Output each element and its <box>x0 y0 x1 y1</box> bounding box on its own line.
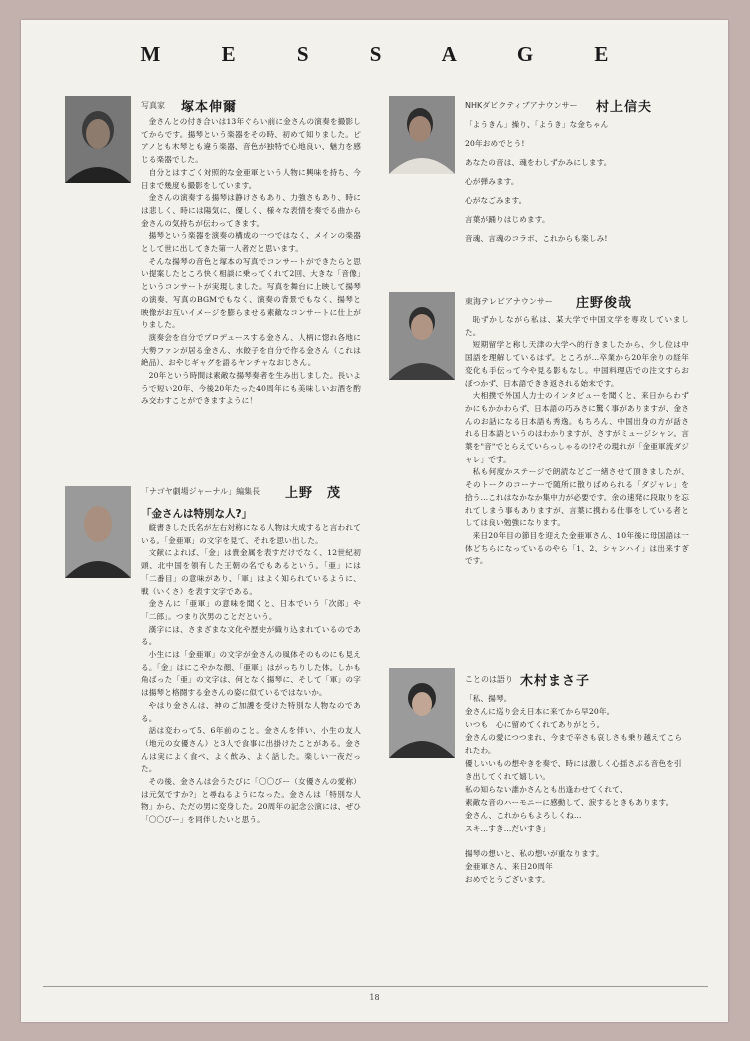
message-entry-kimura <box>389 668 689 928</box>
paragraph: 金さんの演奏する揚琴は静けさもあり、力強さもあり、時には悲しく、時には陽気に、優しく、様々な表情を奏でる曲から金さんの気持ちが伝わってきます。 <box>141 193 361 228</box>
paragraph: 短期留学と称し天津の大学へ的行きましたから、少し位は中国語を理解しているはず。ところが…卒業から20年余りの経年変化も手伝って今や見る影もなし。中国料理店での注文すらおぼつかず、日本語できき返される始末です。 <box>465 340 689 388</box>
author-role: 東海テレビアナウンサー <box>465 297 553 306</box>
portrait-photo <box>65 96 131 183</box>
message-line: 金さんに巡り会え日本に来てから早20年。 <box>465 707 615 716</box>
paragraph: 文献によれば、「金」は貴金属を表すだけでなく、12世紀初頭、北中国を領有した王朝の名でもあるという。「亜」には「二番目」の意味があり、「軍」はよく知られているように、戦（いくさ）を表す文字である。 <box>141 548 361 596</box>
paragraph: 小生には「金亜軍」の文字が金さんの風体そのものにも見える。「金」はにこやかな顔、「亜軍」はがっちりした体。しかも角ばった「亜」の文字は、何となく揚琴に、そして「軍」の字は揚琴と格闘する金さんの姿に似ているではないか。 <box>141 650 361 698</box>
message-body <box>465 692 689 886</box>
paragraph: 恥ずかしながら私は、某大学で中国文学を専攻していました。 <box>465 315 689 337</box>
message-entry-shono <box>389 292 689 662</box>
portrait-photo <box>389 292 455 380</box>
paragraph: 金さんとの付き合いは13年ぐらい前に金さんの演奏を撮影してからです。揚琴という楽器をその時、初めて知りました。ピアノとも木琴とも違う楽器、音色が独特で心地良い、魅力を感じる楽器でした。 <box>141 117 361 165</box>
page-title: M E S S A G E <box>140 42 637 66</box>
message-body <box>465 314 689 568</box>
message-body <box>141 116 361 408</box>
message-line: 「私、揚琴。 <box>465 694 512 703</box>
portrait-photo <box>65 486 131 578</box>
paragraph: 漢字には、さまざまな文化や歴史が織り込まれているのである。 <box>141 624 361 647</box>
footer-divider <box>43 986 708 987</box>
message-line: おめでとうございます。 <box>465 875 550 884</box>
message-line: 20年おめでとう! <box>465 139 525 148</box>
message-line: 素敵な音のハーモニーに感動して、涙するときもあります。 <box>465 798 674 807</box>
message-body <box>465 118 685 245</box>
author-name: 塚本伸爾 <box>181 100 238 115</box>
message-body <box>141 522 361 827</box>
message-line: 金亜軍さん、来日20周年 <box>465 862 553 871</box>
paragraph: 大相撲で外国人力士のインタビューを聞くと、来日からわずかにもかかわらず、日本語の巧みさに驚く事がありますが、金さんのお話になる日本語も秀逸。もちろん、中国出身の方が話される日本語というのはわかりますが、さすがミュージシャン。言葉を"音"でとらえていらっしゃるの!?その現れが「金亜軍流ダジャレ」です。 <box>465 391 689 464</box>
paragraph: 来日20年目の節目を迎えた金亜軍さん、10年後に母国語は一体どちらになっているのやら「1、2、シャンハイ」は出来すぎです。 <box>465 530 689 566</box>
message-line: いつも 心に留めてくれてありがとう。 <box>465 720 605 729</box>
paragraph: 自分とはすごく対照的な金亜軍という人物に興味を持ち、今日まで幾度も撮影をしています。 <box>141 167 361 190</box>
message-line: 揚琴の想いと、私の想いが重なります。 <box>465 849 604 858</box>
author-name: 上野 茂 <box>285 486 342 501</box>
author-role: 写真家 <box>141 101 165 110</box>
paragraph: 20年という時間は素敵な揚琴奏者を生み出しました。長いようで短い20年、今後20年たった40周年にも美味しいお酒を酌み交わすことができますように！ <box>141 371 361 406</box>
page <box>21 20 728 1022</box>
paragraph: 縦書きした氏名が左右対称になる人物は大成すると言われている。「金亜軍」の文字を見て、それを思い出した。 <box>141 523 361 545</box>
author-role: ことのは語り <box>465 675 513 684</box>
message-line: 言葉が踊りはじめます。 <box>465 215 550 224</box>
message-line: 音魂、言魂のコラボ、これからも楽しみ! <box>465 234 608 243</box>
message-line: 優しいいもの想やきを奏で、時には激しく心揺さぶる音色を引き出してくれて嬉しい。 <box>465 759 682 781</box>
message-line: あなたの音は、魂をわしずかみにします。 <box>465 158 612 167</box>
message-entry-murakami <box>389 96 689 286</box>
message-line: 私の知らない誰かさんとも出逢わせてくれて、 <box>465 785 628 794</box>
page-number: 18 <box>369 993 380 1002</box>
author-name: 庄野俊哉 <box>576 296 633 311</box>
message-line: 金さんの愛につつまれ、今まで辛さも哀しさも乗り越えてこられたわ。 <box>465 733 683 755</box>
message-line: 金さん、これからもよろしくね… <box>465 811 582 820</box>
paragraph: 演奏会を自分でプロデュースする金さん、人柄に惚れ各地に大勢ファンが居る金さん、水餃子を自分で作る金さん（これは絶品）、おやじギャグを語るヤンチャなおじさん。 <box>141 332 361 368</box>
message-line: 心がなごみます。 <box>465 196 527 205</box>
author-role: 「ナゴヤ劇場ジャーナル」編集長 <box>141 487 261 496</box>
author-role: NHKダビクティブアナウンサー <box>465 101 578 110</box>
paragraph: 話は変わって5、6年前のこと。金さんを伴い、小生の友人（地元の女優さん）と3人で食事に出掛けたことがある。金さんは実によく食べ、よく飲み、よく話した。楽しい一夜だった。 <box>141 726 361 774</box>
paragraph: その後、金さんは会うたびに「〇〇びー（女優さんの愛称）は元気ですか?」と尋ねるようになった。金さんは「特別な人物」から、ただの男に変身した。20周年の記念公演には、ぜひ「〇〇びー」を同伴したいと思う。 <box>141 777 361 825</box>
paragraph: やはり金さんは、神のご加護を受けた特別な人物なのである。 <box>141 700 361 723</box>
message-line: スキ…すき…だいすき」 <box>465 824 551 833</box>
portrait-photo <box>389 668 455 758</box>
message-line: 「ようきん」操り、「ようき」な金ちゃん <box>465 120 609 129</box>
message-entry-ueno <box>65 482 365 932</box>
paragraph: 金さんに「亜軍」の意味を聞くと、日本でいう「次郎」や「二郎」。つまり次男のことだという。 <box>141 599 361 621</box>
paragraph: 揚琴という楽器を演奏の構成の一つではなく、メインの楽器として世に出してきた第一人者だと思います。 <box>141 231 361 254</box>
paragraph: そんな揚琴の音色と塚本の写真でコンサートができたらと思い提案したところ快く相談に乗ってくれて2回、大きな「音像」というコンサートが実現しました。写真を舞台に上映して揚琴の演奏、写真のBGMでもなく、演奏の背景でもなく、揚琴と映像がお互いイメージを膨らませる素敵なコンサートに仕上がりました。 <box>141 256 361 330</box>
author-name: 村上信夫 <box>596 100 653 115</box>
message-headline: 「金さんは特別な人?」 <box>141 508 253 520</box>
message-entry-tsukamoto <box>65 96 365 466</box>
author-name: 木村まさ子 <box>520 674 591 689</box>
portrait-photo <box>389 96 455 174</box>
message-line: 心が弾みます。 <box>465 177 519 186</box>
paragraph: 私も何度かステージで朗読などご一緒させて頂きましたが、そのトークのコーナーで随所に散りばめられる「ダジャレ」を拾う…これはなかなか集中力が必要です。余の速発に段取りを忘れてしまう事もありますが、言葉に携わる仕事をしている者としては良い勉強になります。 <box>465 467 689 528</box>
